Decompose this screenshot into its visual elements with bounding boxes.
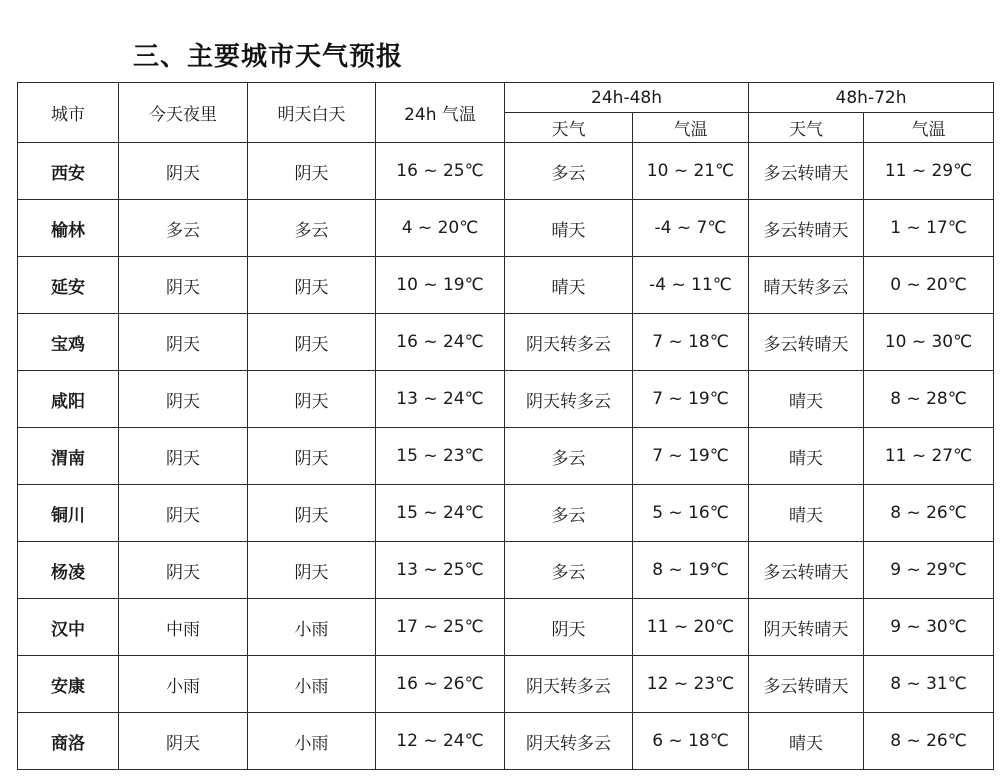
temp-48-72h-cell: 8 ~ 31℃ [864,656,994,713]
temp-48-72h-cell: 0 ~ 20℃ [864,257,994,314]
city-cell: 铜川 [18,485,119,542]
tomorrow-weather-cell: 阴天 [248,257,376,314]
city-cell: 渭南 [18,428,119,485]
tomorrow-weather-cell: 多云 [248,200,376,257]
tonight-weather-cell: 阴天 [119,371,248,428]
temp-48-72h-cell: 9 ~ 30℃ [864,599,994,656]
weather-48-72h-cell: 多云转晴天 [749,200,864,257]
tomorrow-weather-cell: 阴天 [248,485,376,542]
temp-48-72h-cell: 8 ~ 28℃ [864,371,994,428]
temp-24-48h-cell: 10 ~ 21℃ [633,143,749,200]
table-row [18,143,994,200]
weather-24-48h-cell: 阴天转多云 [505,656,633,713]
header-temp-48-72h: 气温 [864,113,994,143]
temp-24-48h-cell: 8 ~ 19℃ [633,542,749,599]
table-row [18,371,994,428]
weather-48-72h-cell: 多云转晴天 [749,143,864,200]
temp-48-72h-cell: 1 ~ 17℃ [864,200,994,257]
tomorrow-weather-cell: 阴天 [248,143,376,200]
temp-24h-cell: 10 ~ 19℃ [376,257,505,314]
temp-24h-cell: 12 ~ 24℃ [376,713,505,770]
table-row [18,314,994,371]
city-cell: 安康 [18,656,119,713]
section-heading: 三、主要城市天气预报 [133,42,404,72]
temp-24h-cell: 13 ~ 24℃ [376,371,505,428]
header-temp-24-48h: 气温 [633,113,749,143]
tonight-weather-cell: 小雨 [119,656,248,713]
temp-24-48h-cell: 12 ~ 23℃ [633,656,749,713]
tomorrow-weather-cell: 阴天 [248,314,376,371]
table-body [18,143,994,770]
temp-24-48h-cell: 11 ~ 20℃ [633,599,749,656]
table-row [18,200,994,257]
temp-24-48h-cell: 5 ~ 16℃ [633,485,749,542]
table-row [18,542,994,599]
weather-48-72h-cell: 晴天 [749,371,864,428]
weather-48-72h-cell: 晴天 [749,713,864,770]
temp-24-48h-cell: 6 ~ 18℃ [633,713,749,770]
weather-24-48h-cell: 阴天转多云 [505,713,633,770]
temp-48-72h-cell: 10 ~ 30℃ [864,314,994,371]
weather-24-48h-cell: 多云 [505,542,633,599]
weather-48-72h-cell: 多云转晴天 [749,314,864,371]
weather-24-48h-cell: 多云 [505,428,633,485]
temp-24h-cell: 17 ~ 25℃ [376,599,505,656]
weather-48-72h-cell: 多云转晴天 [749,542,864,599]
header-group-24-48h: 24h-48h [505,83,749,113]
table-row [18,257,994,314]
tomorrow-weather-cell: 小雨 [248,599,376,656]
tonight-weather-cell: 阴天 [119,542,248,599]
header-tonight: 今天夜里 [119,83,248,143]
temp-24h-cell: 4 ~ 20℃ [376,200,505,257]
weather-48-72h-cell: 晴天 [749,485,864,542]
weather-24-48h-cell: 晴天 [505,257,633,314]
temp-48-72h-cell: 8 ~ 26℃ [864,485,994,542]
temp-48-72h-cell: 11 ~ 29℃ [864,143,994,200]
tonight-weather-cell: 阴天 [119,314,248,371]
tonight-weather-cell: 阴天 [119,257,248,314]
tomorrow-weather-cell: 阴天 [248,542,376,599]
city-cell: 商洛 [18,713,119,770]
city-cell: 榆林 [18,200,119,257]
header-group-48-72h: 48h-72h [749,83,994,113]
tonight-weather-cell: 多云 [119,200,248,257]
city-cell: 延安 [18,257,119,314]
tomorrow-weather-cell: 阴天 [248,371,376,428]
weather-48-72h-cell: 阴天转晴天 [749,599,864,656]
tomorrow-weather-cell: 小雨 [248,656,376,713]
city-cell: 宝鸡 [18,314,119,371]
tonight-weather-cell: 阴天 [119,143,248,200]
temp-24h-cell: 15 ~ 23℃ [376,428,505,485]
weather-48-72h-cell: 晴天转多云 [749,257,864,314]
weather-24-48h-cell: 晴天 [505,200,633,257]
temp-24-48h-cell: -4 ~ 11℃ [633,257,749,314]
tomorrow-weather-cell: 阴天 [248,428,376,485]
tonight-weather-cell: 中雨 [119,599,248,656]
temp-24-48h-cell: -4 ~ 7℃ [633,200,749,257]
forecast-table [17,82,994,770]
temp-24-48h-cell: 7 ~ 18℃ [633,314,749,371]
city-cell: 咸阳 [18,371,119,428]
weather-24-48h-cell: 阴天 [505,599,633,656]
temp-24h-cell: 16 ~ 25℃ [376,143,505,200]
table-row [18,428,994,485]
header-city: 城市 [18,83,119,143]
temp-48-72h-cell: 8 ~ 26℃ [864,713,994,770]
weather-24-48h-cell: 阴天转多云 [505,314,633,371]
weather-48-72h-cell: 晴天 [749,428,864,485]
temp-48-72h-cell: 9 ~ 29℃ [864,542,994,599]
weather-24-48h-cell: 多云 [505,143,633,200]
city-cell: 汉中 [18,599,119,656]
header-weather-24-48h: 天气 [505,113,633,143]
table-row [18,656,994,713]
header-temp-24h: 24h 气温 [376,83,505,143]
weather-24-48h-cell: 阴天转多云 [505,371,633,428]
city-cell: 杨凌 [18,542,119,599]
temp-24-48h-cell: 7 ~ 19℃ [633,371,749,428]
header-weather-48-72h: 天气 [749,113,864,143]
weather-24-48h-cell: 多云 [505,485,633,542]
tonight-weather-cell: 阴天 [119,713,248,770]
header-row-top [18,83,994,113]
city-cell: 西安 [18,143,119,200]
tonight-weather-cell: 阴天 [119,485,248,542]
tomorrow-weather-cell: 小雨 [248,713,376,770]
table-row [18,713,994,770]
header-tomorrow: 明天白天 [248,83,376,143]
table-row [18,599,994,656]
temp-24h-cell: 15 ~ 24℃ [376,485,505,542]
tonight-weather-cell: 阴天 [119,428,248,485]
temp-24-48h-cell: 7 ~ 19℃ [633,428,749,485]
temp-48-72h-cell: 11 ~ 27℃ [864,428,994,485]
temp-24h-cell: 16 ~ 24℃ [376,314,505,371]
table-row [18,485,994,542]
weather-48-72h-cell: 多云转晴天 [749,656,864,713]
temp-24h-cell: 13 ~ 25℃ [376,542,505,599]
temp-24h-cell: 16 ~ 26℃ [376,656,505,713]
